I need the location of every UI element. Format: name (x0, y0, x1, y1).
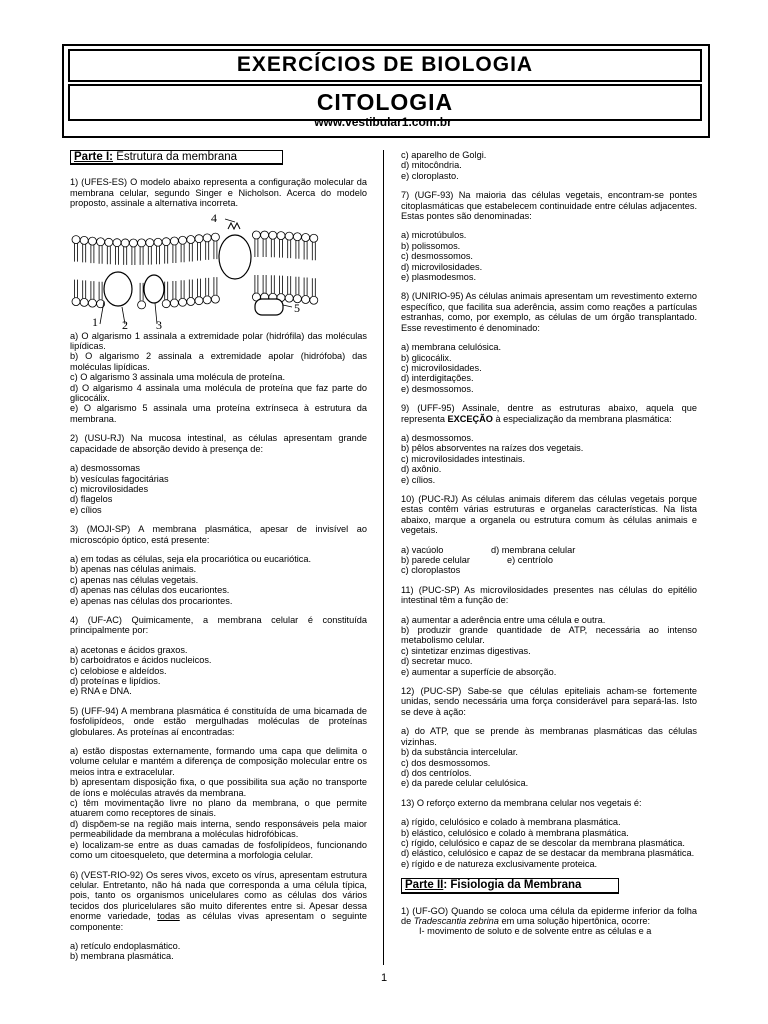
lipid-head (146, 238, 154, 246)
lipid-head (211, 233, 219, 241)
lipid-head (293, 232, 301, 240)
lipid-tail (124, 247, 127, 265)
lipid-head (138, 239, 146, 247)
question-13 (401, 798, 697, 869)
lipid-tail (263, 239, 266, 257)
protein-peripheral (255, 299, 283, 315)
option[interactable]: e) aumentar a superfície de absorção. (401, 666, 557, 677)
lipid-tail (288, 276, 291, 294)
question-7-options (401, 230, 697, 282)
option[interactable]: c) rígido, celulósico e capaz de se descolar da membrana plasmática. (401, 837, 685, 848)
question-4 (70, 615, 367, 697)
part2-q1-species: Tradescantia zebrina (413, 915, 499, 926)
option[interactable]: e) desmossomos. (401, 383, 474, 394)
question-1 (70, 177, 367, 424)
question-12-text: 12) (PUC-SP) Sabe-se que células epiteliais acham-se fortemente unidas, sendo necessária uma força considerável para separá-las. Isto se deve à ação: (401, 686, 697, 717)
option[interactable]: d) proteínas e lipídios. (70, 676, 161, 686)
question-3 (70, 524, 367, 606)
lipid-tail (181, 244, 184, 262)
lipid-head (170, 237, 178, 245)
lipid-tail (304, 277, 307, 295)
lipid-head (138, 301, 146, 309)
option[interactable]: b) apresentam disposição fixa, o que possibilita sua ação no transporte de íons e moléculas através da membrana. (70, 777, 367, 798)
option[interactable]: b) O algarismo 2 assinala a extremidade apolar (hidrófoba) das moléculas lipídicas. (70, 351, 367, 372)
option[interactable]: a) estão dispostas externamente, formando uma capa que delimita o volume celular e mantém a diferença de composição molecular entre os meios intra e extracelular. (70, 746, 367, 777)
lipid-tail (173, 245, 176, 263)
question-3-text: 3) (MOJI-SP) A membrana plasmática, apesar de invisível ao microscópio óptico, está presente: (70, 524, 367, 545)
lipid-tail (140, 283, 143, 301)
option[interactable]: c) microvilosidades (70, 483, 149, 494)
question-2-text: 2) (USU-RJ) Na mucosa intestinal, as células apresentam grande capacidade de absorção devido à presença de: (70, 433, 367, 454)
lipid-head (195, 234, 203, 242)
question-5-options (70, 746, 367, 860)
question-7-text: 7) (UGF-93) Na maioria das células vegetais, encontram-se pontes citoplasmáticas que estabelecem continuidade entre células adjacentes. Estas pontes são denominadas: (401, 190, 697, 222)
lipid-head (277, 231, 285, 239)
page-number: 1 (380, 972, 388, 984)
option[interactable]: b) glicocálix. (401, 352, 452, 363)
option[interactable]: e) apenas nas células dos procariontes. (70, 595, 233, 606)
lipid-tail (173, 281, 176, 299)
lipid-tail (99, 245, 102, 263)
question-10-text: 10) (PUC-RJ) As células animais diferem das células vegetais porque estas contêm várias estruturas e organelas características. Na lista abaixo, marque a organela ou estrutura comum às células animais e vegetais. (401, 493, 697, 536)
lipid-head (302, 233, 310, 241)
option[interactable]: a) rígido, celulósico e colado à membrana plasmática. (401, 817, 621, 828)
question-13-text: 13) O reforço externo da membrana celular nos vegetais é: (401, 797, 642, 808)
lipid-tail (189, 279, 192, 297)
option[interactable]: d) mitocôndria. (401, 160, 462, 171)
part1-heading (70, 150, 283, 165)
question-9-text (401, 403, 697, 424)
lipid-head (113, 238, 121, 246)
lipid-tail (132, 247, 135, 265)
question-1-text: 1) (UFES-ES) O modelo abaixo representa a configuração molecular da membrana celular, segundo Singer e Nicholson. Acerca do modelo proposto, assinale a alternativa incorreta. (70, 177, 367, 209)
membrane-diagram (70, 209, 367, 329)
lipid-head (72, 235, 80, 243)
lipid-head (187, 297, 195, 305)
lipid-head (285, 232, 293, 240)
lipid-tail (189, 243, 192, 261)
lipid-tail (165, 281, 168, 299)
lipid-head (121, 239, 129, 247)
question-8-text: 8) (UNIRIO-95) As células animais apresentam um revestimento externo específico, que facilita sua aderência, assim como reações a partículas estranhas, como, por exemplo, as células de um órgão transplantado. Esse revestimento é denominado: (401, 291, 697, 333)
question-9-text-b: à especialização da membrana plasmática: (492, 413, 672, 424)
option[interactable]: b) apenas nas células animais. (70, 564, 197, 575)
question-10-options (401, 545, 697, 576)
lipid-head (129, 239, 137, 247)
option[interactable]: b) parede celular (401, 555, 470, 565)
option[interactable]: b) polissomos. (401, 240, 461, 251)
lipid-head (80, 236, 88, 244)
lipid-tail (280, 275, 283, 293)
part1-title: Estrutura da membrana (113, 151, 238, 163)
option[interactable]: d) apenas nas células dos eucariontes. (70, 585, 230, 596)
option[interactable]: e) RNA e DNA. (70, 686, 132, 697)
lipid-head (179, 298, 187, 306)
right-column (401, 150, 697, 946)
lipid-tail (99, 281, 102, 299)
lipid-head (162, 299, 170, 307)
option[interactable]: e) da parede celular celulósica. (401, 778, 529, 789)
option[interactable]: a) do ATP, que se prende às membranas plasmáticas das células vizinhas. (401, 726, 697, 747)
question-6-text (70, 870, 367, 932)
question-11 (401, 585, 697, 677)
option[interactable]: c) cloroplastos (401, 565, 461, 576)
option[interactable]: a) microtúbulos. (401, 230, 467, 241)
lipid-tail (116, 246, 119, 264)
option[interactable]: e) centríolo (507, 555, 553, 565)
lipid-tail (83, 244, 86, 262)
options-right (491, 545, 575, 576)
option[interactable]: e) cílios. (401, 474, 436, 485)
option[interactable]: c) dos desmossomos. (401, 757, 491, 768)
option[interactable]: b) membrana plasmática. (70, 951, 174, 962)
question-6-text-a: 6) (VEST-RIO-92) Os seres vivos, exceto os vírus, apresentam estrutura celular. Entretanto, não há nada que corresponda a uma célula típica, pois, tanto os organismos unicelulares como as células dos vários tecidos dos pluricelulares são muito diferentes entre si. Apesar dessa enorme variedade, (70, 869, 367, 922)
figure-label-4: 4 (211, 210, 217, 225)
option[interactable]: c) sintetizar enzimas digestivas. (401, 645, 531, 656)
option[interactable]: e) localizam-se entre as duas camadas de fosfolipídeos, funcionando como um citoesqueleto, que determina a morfologia celular. (70, 839, 367, 861)
option[interactable]: a) O algarismo 1 assinala a extremidade polar (hidrófila) das moléculas lipídicas. (70, 330, 367, 352)
lipid-head (302, 295, 310, 303)
question-11-text: 11) (PUC-SP) As microvilosidades presentes nas células do epitélio intestinal têm a função de: (401, 584, 697, 606)
option[interactable]: a) vacúolo (401, 544, 444, 555)
figure-label-3: 3 (156, 317, 162, 329)
option[interactable]: d) dispõem-se na região mais interna, sendo responsáveis pela maior permeabilidade da membrana a moléculas hidrofóbicas. (70, 818, 367, 840)
question-9-text-a: 9) (UFF-95) Assinale, dentre as estruturas abaixo, aquela que representa (401, 403, 697, 424)
figure-label-1: 1 (92, 314, 98, 329)
lipid-head (203, 295, 211, 303)
option[interactable]: b) pêlos absorventes na raízes dos vegetais. (401, 443, 584, 454)
option[interactable]: e) rígido e de natureza exclusivamente proteica. (401, 858, 598, 869)
lipid-head (203, 233, 211, 241)
lipid-head (195, 296, 203, 304)
option[interactable]: d) interdigitações. (401, 373, 474, 384)
option[interactable]: d) microvilosidades. (401, 261, 483, 272)
question-1-options (70, 331, 367, 425)
membrane-diagram-svg (70, 209, 367, 329)
part2-q1-item-1: I- movimento de soluto e de solvente entre as células e a (419, 926, 652, 937)
lipid-tail (312, 242, 315, 260)
part2-heading (401, 878, 619, 893)
question-12 (401, 686, 697, 789)
figure-label-2: 2 (122, 317, 128, 329)
option[interactable]: c) apenas nas células vegetais. (70, 574, 199, 585)
lipid-tail (75, 279, 78, 297)
question-10 (401, 494, 697, 576)
option[interactable]: b) elástico, celulósico e colado à membrana plasmática. (401, 827, 629, 838)
question-6-continued (401, 150, 697, 181)
option[interactable]: e) plasmodesmos. (401, 272, 477, 283)
lipid-tail (181, 280, 184, 298)
option[interactable]: e) cloroplasto. (401, 170, 459, 181)
lipid-head (88, 237, 96, 245)
option[interactable]: c) O algarismo 3 assinala uma molécula de proteína. (70, 372, 285, 383)
lipid-head (170, 299, 178, 307)
lipid-tail (312, 278, 315, 296)
lipid-tail (198, 278, 201, 296)
option[interactable]: d) elástico, celulósico e capaz de se destacar da membrana plasmática. (401, 848, 695, 859)
part2-q1-text-b: em uma solução hipertônica, ocorre: (498, 915, 651, 926)
lipid-tail (214, 241, 217, 259)
lipid-head (72, 297, 80, 305)
lipid-head (88, 299, 96, 307)
lipid-head (179, 236, 187, 244)
lipid-head (261, 231, 269, 239)
question-5 (70, 706, 367, 861)
lipid-head (162, 237, 170, 245)
part2-q1-text-a: 1) (UF-GO) Quando se coloca uma célula da epiderme inferior da folha de (401, 905, 697, 926)
option[interactable]: a) membrana celulósica. (401, 342, 502, 353)
question-8 (401, 291, 697, 394)
question-2 (70, 433, 367, 515)
lipid-head (310, 296, 318, 304)
document-subtitle: CITOLOGIA (68, 84, 702, 121)
lipid-head (269, 231, 277, 239)
lipid-head (154, 238, 162, 246)
question-6-options (70, 941, 367, 962)
lipid-tail (263, 275, 266, 293)
lipid-tail (83, 280, 86, 298)
option[interactable]: a) aumentar a aderência entre uma célula e outra. (401, 614, 606, 625)
lipid-tail (91, 281, 94, 299)
question-12-options (401, 726, 697, 788)
protein-glycocalyx (219, 235, 251, 279)
option[interactable]: d) O algarismo 4 assinala uma molécula de proteína que faz parte do glicocálix. (70, 382, 367, 404)
lipid-tail (296, 276, 299, 294)
protein-small (144, 275, 164, 303)
lipid-head (80, 298, 88, 306)
option[interactable]: d) axônio. (401, 464, 442, 475)
lipid-tail (165, 245, 168, 263)
lipid-tail (206, 241, 209, 259)
lipid-tail (140, 247, 143, 265)
option[interactable]: a) acetonas e ácidos graxos. (70, 644, 188, 655)
option[interactable]: c) aparelho de Golgi. (401, 150, 487, 160)
lipid-head (252, 231, 260, 239)
question-11-options (401, 615, 697, 677)
lipid-tail (304, 241, 307, 259)
glycocalyx-chain (228, 223, 240, 229)
lipid-head (97, 237, 105, 245)
question-6-text-b: as células vivas apresentam o seguinte componente: (70, 911, 367, 932)
lipid-tail (91, 245, 94, 263)
lipid-tail (296, 240, 299, 258)
question-4-options (70, 645, 367, 697)
option[interactable]: a) retículo endoplasmático. (70, 940, 181, 951)
website-url[interactable]: www.vestibular1.com.br (314, 115, 452, 129)
option[interactable]: b) produzir grande quantidade de ATP, necessária ao intenso metabolismo celular. (401, 625, 697, 646)
lipid-head (285, 294, 293, 302)
lipid-tail (206, 277, 209, 295)
option[interactable]: c) microvilosidades. (401, 362, 482, 373)
question-13-options (401, 817, 697, 869)
options-left (401, 545, 491, 576)
protein-integral (104, 272, 132, 306)
option[interactable]: c) têm movimentação livre no plano da membrana, o que permite atuarem como receptores de sinais. (70, 798, 367, 819)
option[interactable]: e) O algarismo 5 assinala uma proteína extrínseca à estrutura da membrana. (70, 403, 367, 424)
lipid-tail (280, 239, 283, 257)
lipid-tail (271, 275, 274, 293)
figure-label-5: 5 (294, 300, 300, 315)
option[interactable]: c) celobiose e aldeídos. (70, 665, 167, 676)
left-column (70, 150, 367, 971)
option[interactable]: d) secretar muco. (401, 656, 473, 667)
question-7 (401, 190, 697, 282)
option[interactable]: a) desmossomas (70, 463, 140, 474)
option[interactable]: a) em todas as células, seja ela procariótica ou eucariótica. (70, 553, 312, 564)
question-3-options (70, 554, 367, 606)
part2-question-1-text (401, 906, 697, 927)
lipid-tail (255, 239, 258, 257)
option[interactable]: c) microvilosidades intestinais. (401, 453, 526, 464)
part2-title: : Fisiologia da Membrana (443, 879, 582, 892)
option[interactable]: d) membrana celular (491, 544, 576, 555)
column-divider (383, 150, 384, 965)
lipid-tail (107, 246, 110, 264)
option[interactable]: e) cílios (70, 504, 102, 515)
option[interactable]: c) desmossomos. (401, 251, 473, 262)
document-title: EXERCÍCIOS DE BIOLOGIA (68, 49, 702, 82)
lipid-tail (271, 239, 274, 257)
question-4-text: 4) (UF-AC) Quimicamente, a membrana celular é constituída principalmente por: (70, 614, 367, 636)
lipid-head (105, 238, 113, 246)
question-6 (70, 870, 367, 962)
question-9 (401, 403, 697, 485)
question-9-options (401, 433, 697, 485)
question-9-emphasis: EXCEÇÃO (447, 413, 493, 424)
lipid-tail (255, 275, 258, 293)
option[interactable]: b) carboidratos e ácidos nucleicos. (70, 655, 212, 666)
lipid-tail (214, 277, 217, 295)
lipid-tail (157, 246, 160, 264)
lipid-tail (75, 243, 78, 261)
lipid-tail (148, 246, 151, 264)
option[interactable]: b) vesículas fagocitárias (70, 473, 169, 484)
lipid-tail (288, 240, 291, 258)
lipid-tail (198, 242, 201, 260)
lipid-head (211, 295, 219, 303)
lipid-head (310, 234, 318, 242)
part1-label: Parte I: (74, 151, 113, 163)
lipid-head (187, 235, 195, 243)
question-8-options (401, 342, 697, 394)
question-5-text: 5) (UFF-94) A membrana plasmática é constituída de uma bicamada de fosfolipídeos, onde estão mergulhadas moléculas de proteínas globulares. As proteínas aí encontradas: (70, 705, 367, 737)
question-6-emphasis: todas (157, 911, 180, 922)
part2-question-1 (401, 906, 697, 937)
question-2-options (70, 463, 367, 515)
option[interactable]: a) desmossomos. (401, 432, 474, 443)
option[interactable]: b) da substância intercelular. (401, 747, 518, 758)
option[interactable]: d) dos centríolos. (401, 767, 472, 778)
option[interactable]: d) flagelos (70, 494, 113, 505)
part2-label: Parte II (405, 879, 444, 892)
